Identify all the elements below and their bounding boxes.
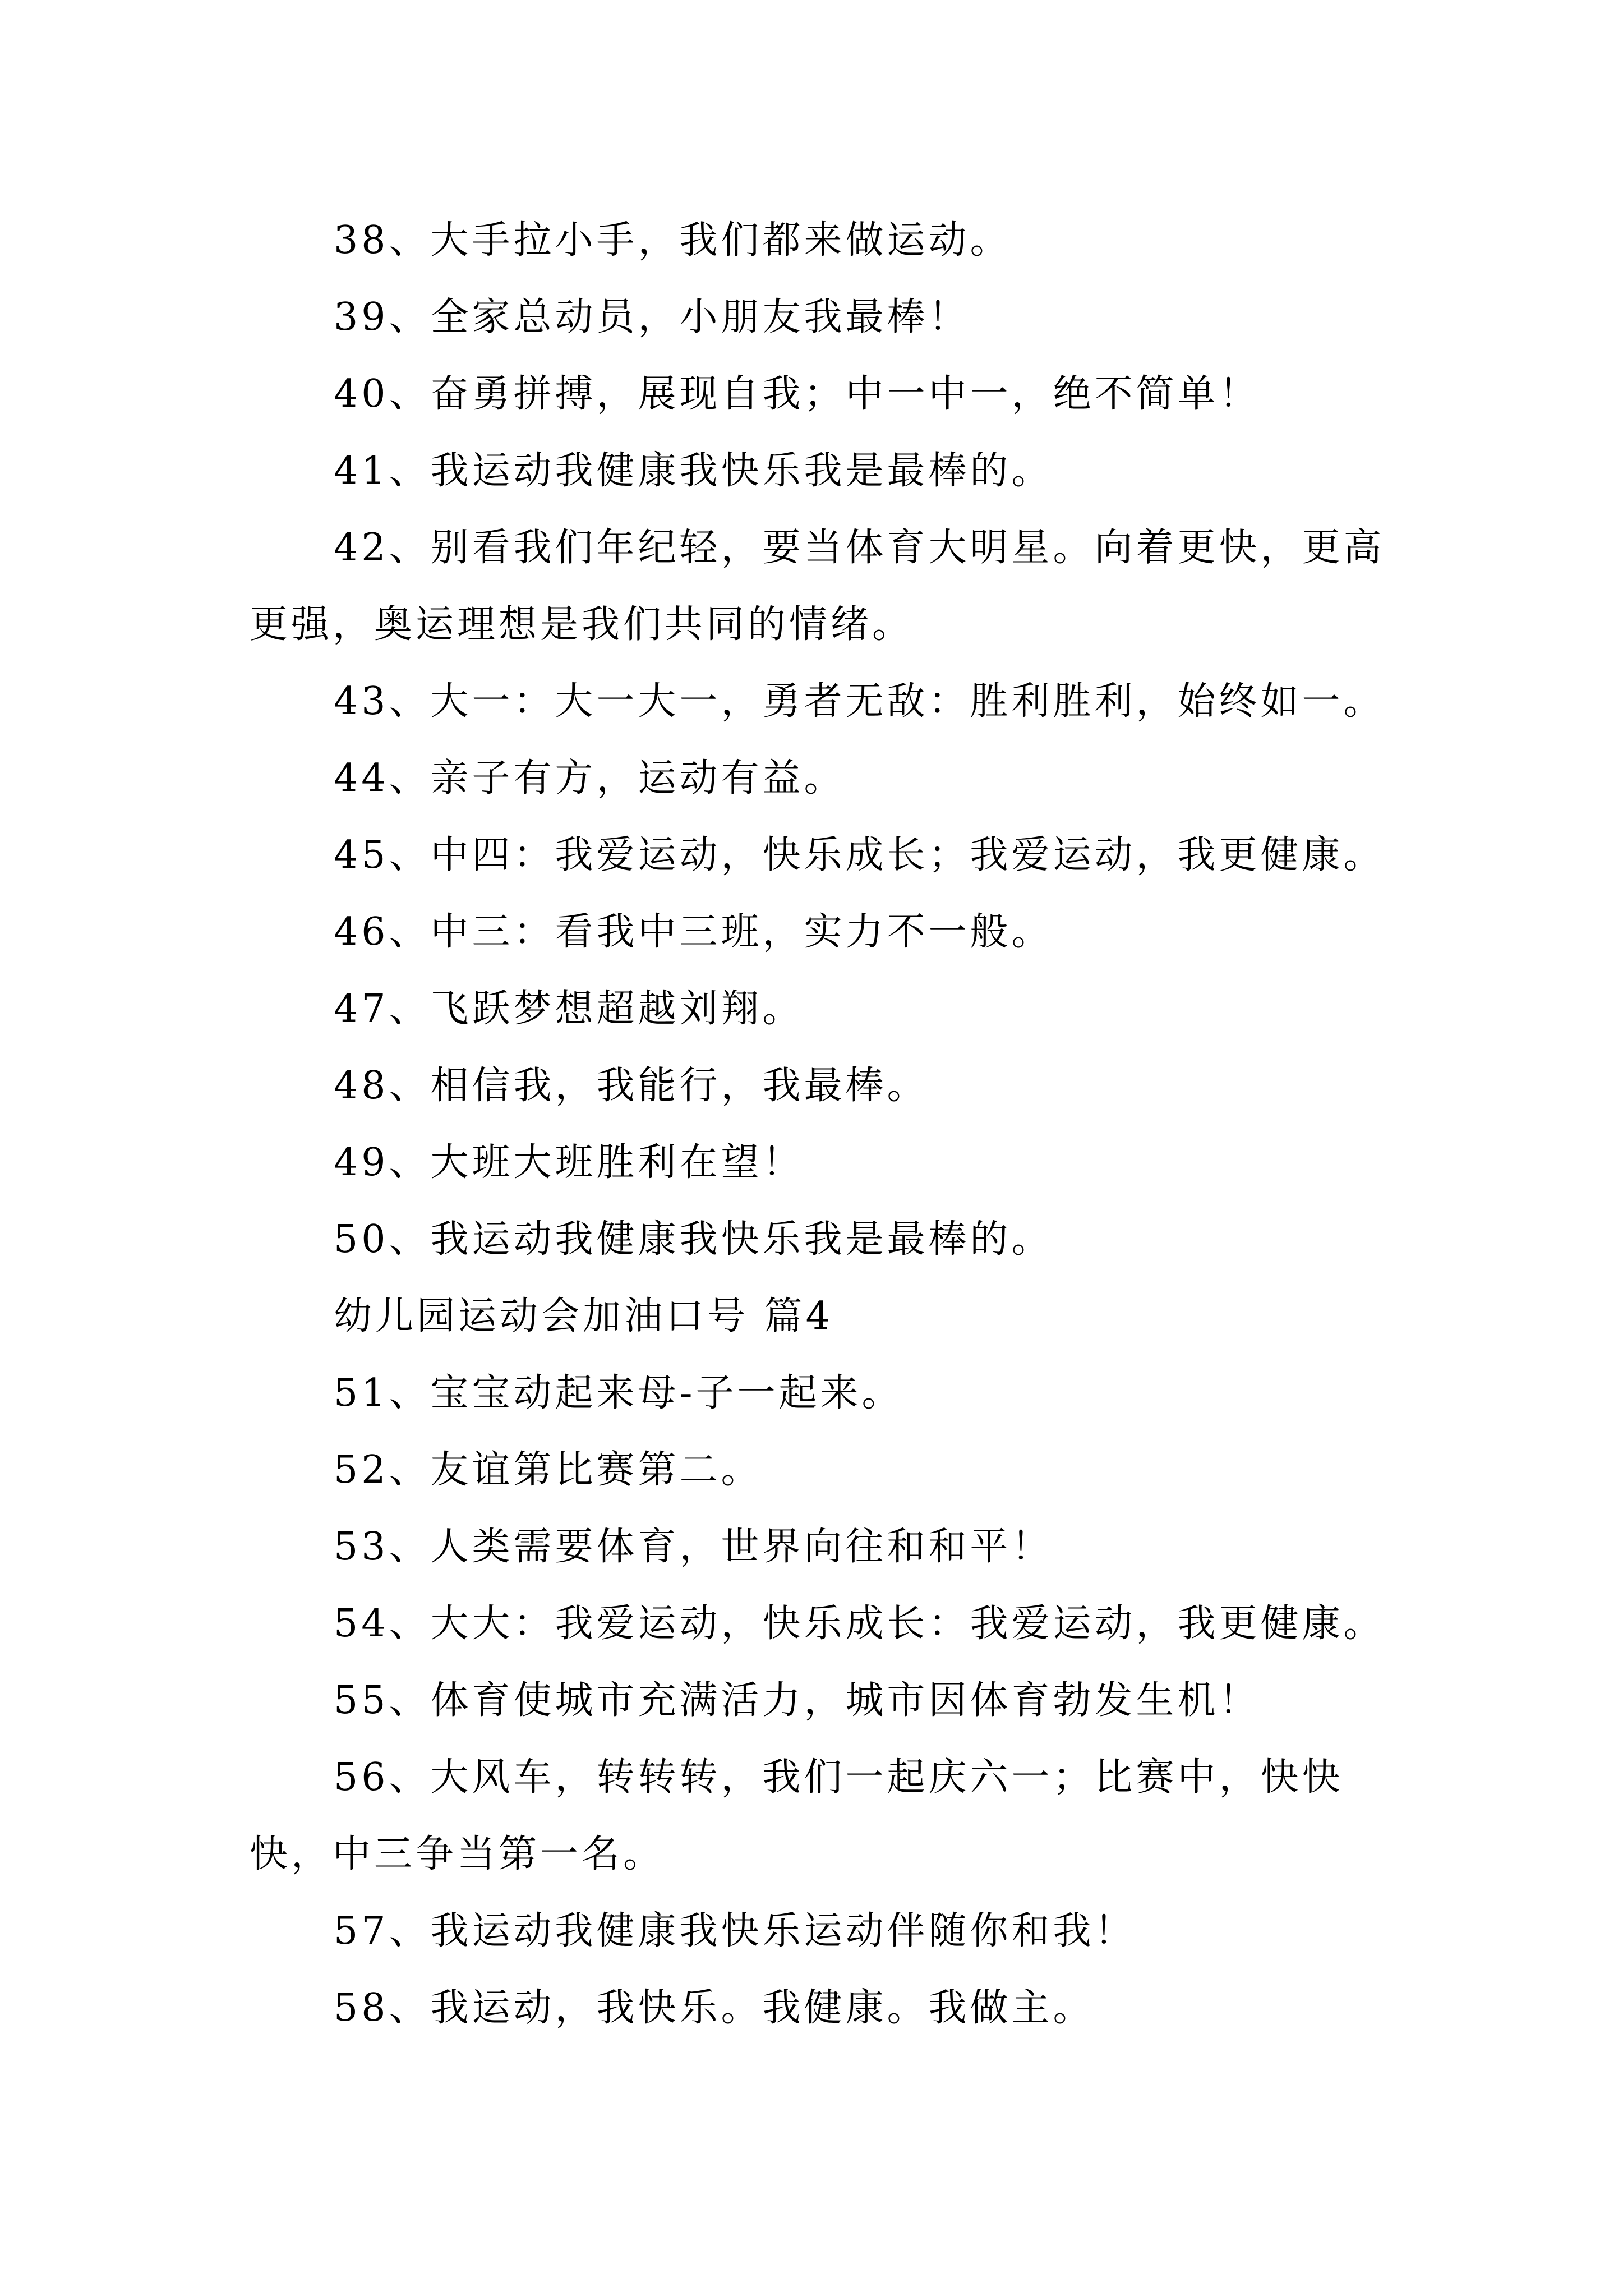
paragraph-56: 56、大风车，转转转，我们一起庆六一；比赛中，快快快，中三争当第一名。 — [250, 1755, 1344, 1876]
section-heading: 幼儿园运动会加油口号 篇4 — [334, 1294, 833, 1338]
paragraph-48: 48、相信我，我能行，我最棒。 — [334, 1064, 929, 1108]
paragraph-45: 45、中四：我爱运动，快乐成长；我爱运动，我更健康。 — [334, 833, 1385, 877]
paragraph-38: 38、大手拉小手，我们都来做运动。 — [334, 218, 1012, 263]
paragraph-54: 54、大大：我爱运动，快乐成长：我爱运动，我更健康。 — [334, 1602, 1385, 1646]
paragraph-40: 40、奋勇拼搏，展现自我；中一中一，绝不简单！ — [334, 372, 1261, 416]
paragraph-58: 58、我运动，我快乐。我健康。我做主。 — [334, 1986, 1095, 2030]
paragraph-53: 53、人类需要体育，世界向往和和平！ — [334, 1525, 1053, 1569]
paragraph-49: 49、大班大班胜利在望！ — [334, 1140, 804, 1185]
paragraph-41: 41、我运动我健康我快乐我是最棒的。 — [334, 449, 1053, 493]
paragraph-50: 50、我运动我健康我快乐我是最棒的。 — [334, 1217, 1053, 1262]
paragraph-52: 52、友谊第比赛第二。 — [334, 1448, 763, 1492]
paragraph-47: 47、飞跃梦想超越刘翔。 — [334, 987, 804, 1031]
paragraph-46: 46、中三：看我中三班，实力不一般。 — [334, 910, 1053, 954]
paragraph-43: 43、大一：大一大一，勇者无敌：胜利胜利，始终如一。 — [334, 679, 1385, 724]
paragraph-42: 42、别看我们年纪轻，要当体育大明星。向着更快，更高更强，奥运理想是我们共同的情绪。 — [250, 526, 1385, 647]
paragraph-44: 44、亲子有方，运动有益。 — [334, 756, 846, 800]
paragraph-57: 57、我运动我健康我快乐运动伴随你和我！ — [334, 1909, 1136, 1953]
paragraph-55: 55、体育使城市充满活力，城市因体育勃发生机！ — [334, 1678, 1261, 1723]
paragraph-39: 39、全家总动员，小朋友我最棒！ — [334, 295, 970, 339]
paragraph-51: 51、宝宝动起来母-子一起来。 — [334, 1371, 903, 1415]
document-body — [250, 202, 1394, 2046]
